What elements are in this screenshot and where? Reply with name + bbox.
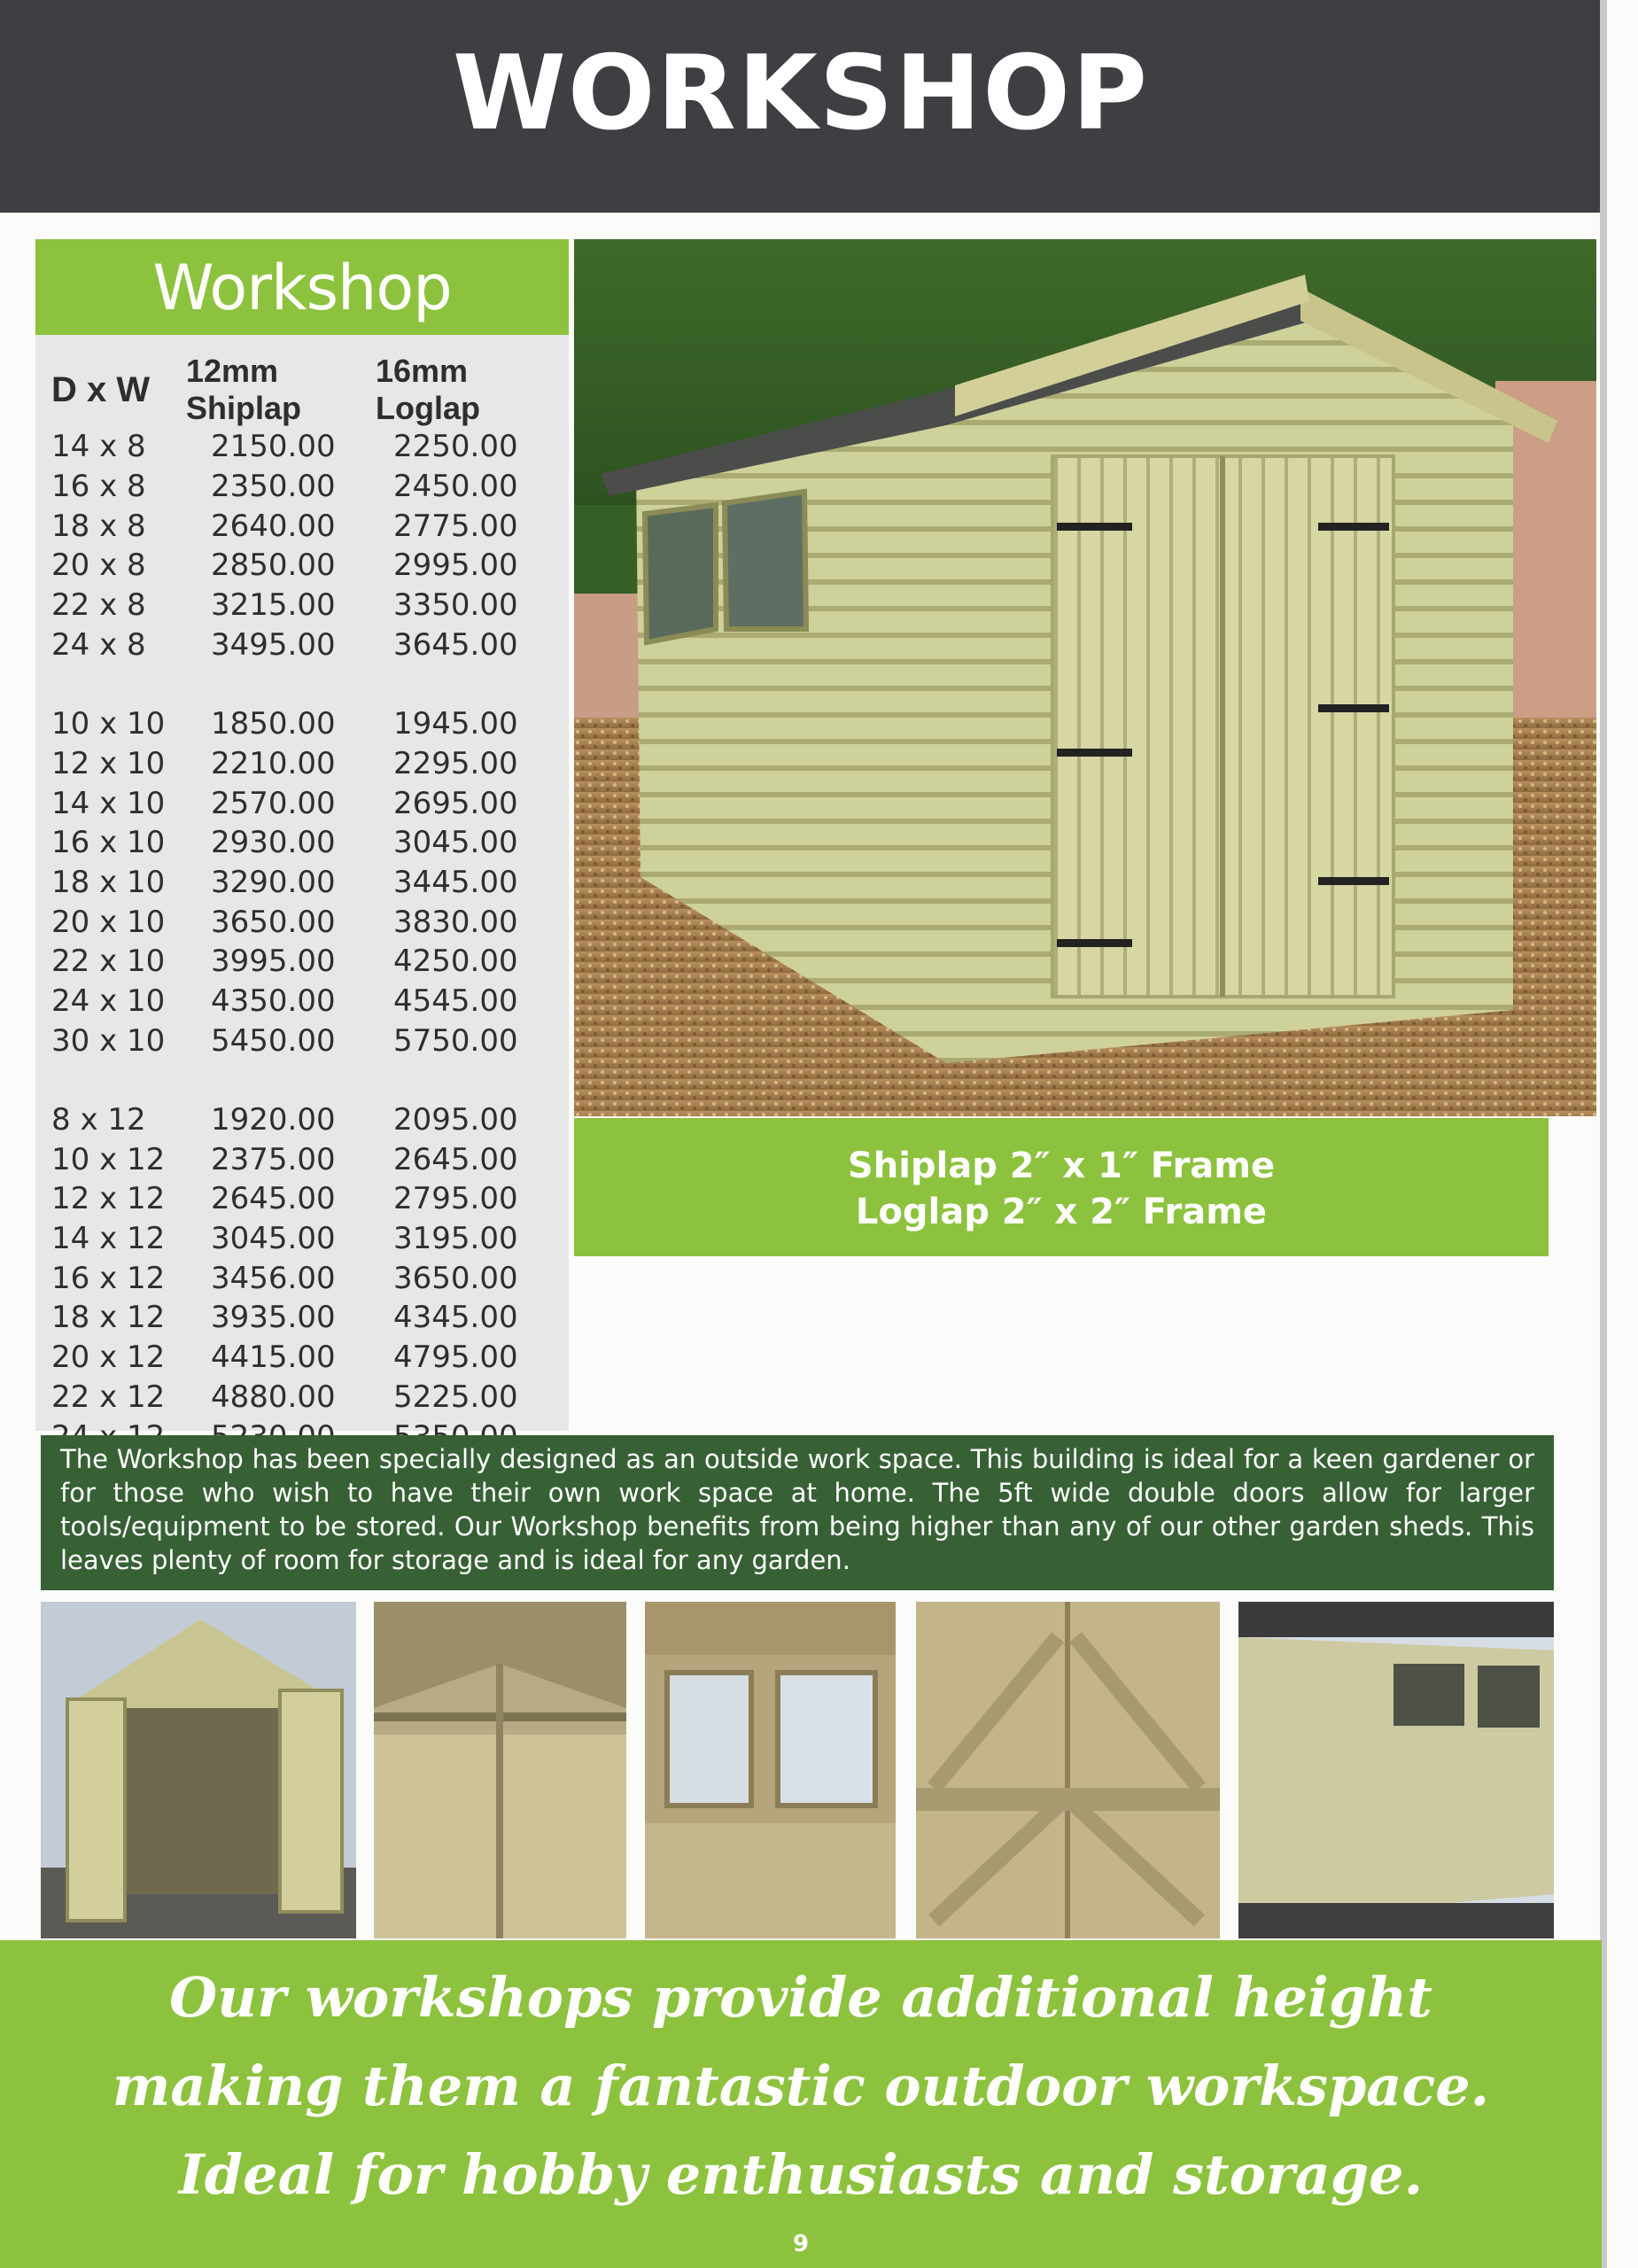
price-row: [48, 1021, 569, 1060]
shiplap-price-cell: 2645.00: [211, 1181, 336, 1217]
shiplap-frame-spec: Shiplap 2″ x 1″ Frame: [847, 1146, 1276, 1186]
frame-spec-banner: [574, 1118, 1549, 1256]
price-row: [48, 506, 569, 546]
gallery-photo-open-doors: [41, 1602, 356, 1938]
tagline-line-3: Ideal for hobby enthusiasts and storage.: [178, 2142, 1424, 2207]
size-cell: 12 x 10: [51, 745, 166, 781]
loglap-price-cell: 2095.00: [393, 1102, 518, 1138]
shiplap-price-cell: 4350.00: [211, 983, 336, 1019]
column-header-size: D x W: [51, 369, 151, 409]
price-list-heading: Workshop: [152, 252, 452, 324]
size-cell: 20 x 8: [51, 548, 146, 584]
main-shed-photo: [574, 239, 1596, 1116]
loglap-price-cell: 2450.00: [393, 469, 518, 505]
shiplap-price-cell: 3456.00: [211, 1260, 336, 1296]
size-cell: 16 x 8: [51, 469, 146, 505]
size-cell: 22 x 8: [51, 587, 146, 624]
shiplap-price-cell: 3495.00: [211, 626, 336, 663]
loglap-price-cell: 3830.00: [393, 904, 518, 940]
gallery-photo-roof-interior: [374, 1602, 626, 1938]
size-cell: 18 x 8: [51, 508, 146, 544]
price-row: [48, 1298, 569, 1338]
roof-interior-illustration: [374, 1602, 626, 1938]
page-number: 9: [792, 2231, 810, 2257]
tagline-line-2: making them a fantastic outdoor workspace.: [112, 2054, 1490, 2118]
price-row: [48, 546, 569, 586]
shiplap-price-cell: 2375.00: [211, 1141, 336, 1177]
size-cell: 22 x 10: [51, 944, 166, 980]
price-row: [48, 467, 569, 507]
gallery-photo-exterior-side: [1238, 1602, 1554, 1938]
shiplap-price-cell: 1920.00: [211, 1102, 336, 1138]
loglap-price-cell: 1945.00: [393, 706, 518, 742]
column-header-shiplap: 12mm Shiplap: [186, 353, 302, 426]
loglap-price-cell: 4795.00: [393, 1340, 518, 1376]
shiplap-price-cell: 2350.00: [211, 469, 336, 505]
shiplap-price-cell: 3935.00: [211, 1300, 336, 1336]
price-row: [48, 625, 569, 664]
price-row: [48, 1219, 569, 1259]
loglap-frame-spec: Loglap 2″ x 2″ Frame: [855, 1192, 1268, 1232]
door-bracing-illustration: [916, 1602, 1220, 1938]
loglap-price-cell: 2775.00: [393, 508, 518, 544]
price-row: [48, 1258, 569, 1298]
loglap-price-cell: 3650.00: [393, 1260, 518, 1296]
tagline-line-1: Our workshops provide additional height: [169, 1965, 1432, 2030]
spacer-cell: [48, 664, 569, 704]
size-cell: 14 x 8: [51, 429, 146, 465]
price-row: [48, 704, 569, 744]
price-row: [48, 427, 569, 467]
price-table-header-row: [48, 353, 569, 427]
loglap-price-cell: 3445.00: [393, 864, 518, 900]
price-row: [48, 863, 569, 903]
size-cell: 30 x 10: [51, 1022, 166, 1059]
price-row: [48, 942, 569, 982]
price-row: [48, 982, 569, 1021]
shiplap-price-cell: 2570.00: [211, 785, 336, 821]
price-row: [48, 744, 569, 784]
size-cell: 20 x 12: [51, 1340, 166, 1376]
gallery-photo-windows: [645, 1602, 896, 1938]
size-cell: 12 x 12: [51, 1181, 166, 1217]
shiplap-price-cell: 4415.00: [211, 1340, 336, 1376]
price-table: [48, 353, 569, 1456]
windows-interior-illustration: [645, 1602, 896, 1938]
loglap-price-cell: 2695.00: [393, 785, 518, 821]
loglap-price-cell: 2250.00: [393, 429, 518, 465]
open-doors-illustration: [41, 1602, 356, 1938]
size-cell: 16 x 10: [51, 825, 166, 861]
price-row: [48, 1100, 569, 1140]
size-cell: 22 x 12: [51, 1379, 166, 1415]
price-row: [48, 586, 569, 625]
shiplap-price-cell: 1850.00: [211, 706, 336, 742]
size-cell: 24 x 10: [51, 983, 166, 1019]
shiplap-price-cell: 2210.00: [211, 745, 336, 781]
price-group-spacer: [48, 664, 569, 704]
workshop-shed-illustration: [574, 239, 1596, 1116]
size-cell: 18 x 12: [51, 1300, 166, 1336]
price-row: [48, 1179, 569, 1219]
size-cell: 14 x 12: [51, 1221, 166, 1257]
loglap-price-cell: 3045.00: [393, 825, 518, 861]
loglap-price-cell: 2295.00: [393, 745, 518, 781]
loglap-price-cell: 3645.00: [393, 626, 518, 663]
loglap-price-cell: 4545.00: [393, 983, 518, 1019]
price-group-spacer: [48, 1060, 569, 1100]
size-cell: 20 x 10: [51, 904, 166, 940]
price-row: [48, 1378, 569, 1418]
shiplap-price-cell: 3650.00: [211, 904, 336, 940]
loglap-price-cell: 5750.00: [393, 1022, 518, 1059]
price-row: [48, 783, 569, 823]
shiplap-price-cell: 2150.00: [211, 429, 336, 465]
price-list-heading-bar: [35, 239, 569, 335]
shiplap-price-cell: 2930.00: [211, 825, 336, 861]
price-table-body: [48, 427, 569, 1456]
size-cell: 10 x 10: [51, 706, 166, 742]
shiplap-price-cell: 3995.00: [211, 944, 336, 980]
loglap-price-cell: 4250.00: [393, 944, 518, 980]
size-cell: 24 x 8: [51, 626, 146, 663]
shiplap-price-cell: 4880.00: [211, 1379, 336, 1415]
price-row: [48, 1338, 569, 1378]
shiplap-price-cell: 3290.00: [211, 864, 336, 900]
loglap-price-cell: 5225.00: [393, 1379, 518, 1415]
exterior-side-illustration: [1238, 1602, 1554, 1938]
loglap-price-cell: 3195.00: [393, 1221, 518, 1257]
price-row: [48, 1139, 569, 1179]
loglap-price-cell: 2645.00: [393, 1141, 518, 1177]
page-edge-rule: [1600, 0, 1607, 2268]
shiplap-price-cell: 3045.00: [211, 1221, 336, 1257]
loglap-price-cell: 2795.00: [393, 1181, 518, 1217]
shiplap-price-cell: 5450.00: [211, 1022, 336, 1059]
spacer-cell: [48, 1060, 569, 1100]
gallery-photo-door-bracing: [916, 1602, 1220, 1938]
shiplap-price-cell: 3215.00: [211, 587, 336, 624]
description-band: [41, 1435, 1554, 1590]
size-cell: 10 x 12: [51, 1141, 166, 1177]
size-cell: 8 x 12: [51, 1102, 146, 1138]
loglap-price-cell: 2995.00: [393, 548, 518, 584]
column-header-loglap: 16mm Loglap: [376, 353, 480, 426]
loglap-price-cell: 3350.00: [393, 587, 518, 624]
shiplap-price-cell: 2640.00: [211, 508, 336, 544]
size-cell: 16 x 12: [51, 1260, 166, 1296]
price-row: [48, 823, 569, 863]
workshop-description: The Workshop has been specially designed as an outside work space. This building is ideal for a keen gardener or for those who wish to have their own work space at home. The 5ft wide double doors allow for larger tools/equipment to be stored. Our Workshop benefits from being higher than any of our other garden sheds. This leaves plenty of room for storage and is ideal for any garden.: [60, 1444, 1534, 1575]
price-row: [48, 902, 569, 942]
size-cell: 18 x 10: [51, 864, 166, 900]
loglap-price-cell: 4345.00: [393, 1300, 518, 1336]
size-cell: 14 x 10: [51, 785, 166, 821]
page-title: WORKSHOP: [452, 34, 1150, 153]
shiplap-price-cell: 2850.00: [211, 548, 336, 584]
